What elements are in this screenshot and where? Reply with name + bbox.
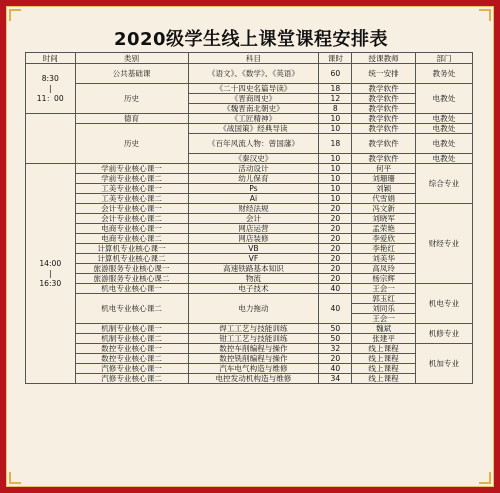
subject-cell: 《二十四史名篇导读》 [188,84,319,94]
table-row [26,124,473,134]
teacher-cell: 何平 [352,164,415,174]
hours-cell: 10 [319,124,352,134]
time-end: 16:30 [39,278,62,288]
teacher-cell: 代雪娟 [352,194,415,204]
time-separator: | [48,83,52,93]
corner-ornament [479,9,491,21]
subject-cell: 电力拖动 [188,294,319,324]
category-cell: 计算机专业核心课二 [75,254,188,264]
category-cell: 工美专业核心课一 [75,184,188,194]
department-cell: 综合专业 [415,164,472,204]
subject-cell: Ai [188,194,319,204]
table-row [26,274,473,284]
subject-cell: 电子技术 [188,284,319,294]
teacher-cell: 统一安排 [352,64,415,84]
department-cell: 教务处 [415,64,472,84]
subject-cell: 物流 [188,274,319,284]
table-row [26,84,473,94]
teacher-cell: 李艳红 [352,244,415,254]
department-cell: 机修专业 [415,324,472,344]
hours-cell: 20 [319,204,352,214]
department-cell: 电教处 [415,84,472,114]
teacher-cell: 刘晓军 [352,214,415,224]
header-department: 部门 [415,53,472,64]
department-cell: 机电专业 [415,284,472,324]
subject-cell: 钳工工艺与技能训练 [188,334,319,344]
department-cell: 财经专业 [415,204,472,284]
teacher-cell: 教学软件 [352,154,415,164]
teacher-cell: 线上课程 [352,364,415,374]
page-title: 2020级学生线上课堂课程安排表 [113,29,389,50]
category-cell: 机电专业核心课二 [75,294,188,324]
teacher-cell: 教学软件 [352,104,415,114]
subject-cell: 数控车削编程与操作 [188,344,319,354]
teacher-cell: 孟荣艳 [352,224,415,234]
hours-cell: 20 [319,254,352,264]
table-row [26,254,473,264]
hours-cell: 10 [319,154,352,164]
category-cell: 汽修专业核心课二 [75,374,188,384]
table-row [26,224,473,234]
corner-ornament [479,472,491,484]
subject-cell: VF [188,254,319,264]
table-row [26,114,473,124]
category-cell: 学前专业核心课二 [75,174,188,184]
teacher-cell: 教学软件 [352,124,415,134]
time-blank-cell [26,114,76,164]
category-cell: 计算机专业核心课一 [75,244,188,254]
hours-cell: 34 [319,374,352,384]
category-cell: 机制专业核心课一 [75,324,188,334]
category-cell: 公共基础课 [75,64,188,84]
hours-cell: 10 [319,194,352,204]
hours-cell: 20 [319,274,352,284]
hours-cell: 10 [319,164,352,174]
table-row [26,174,473,184]
table-row [26,364,473,374]
hours-cell: 10 [319,114,352,124]
subject-cell: 焊工工艺与技能训练 [188,324,319,334]
table-row [26,194,473,204]
subject-cell: 《魏晋南北朝史》 [188,104,319,114]
teacher-cell: 教学软件 [352,84,415,94]
category-cell: 工美专业核心课二 [75,194,188,204]
category-cell: 历史 [75,124,188,164]
time-afternoon-cell [26,164,76,384]
category-cell: 历史 [75,84,188,114]
corner-ornament [9,9,21,21]
category-cell: 会计专业核心课二 [75,214,188,224]
hours-cell: 18 [319,84,352,94]
table-row [26,294,473,304]
time-separator: | [48,268,52,278]
hours-cell: 10 [319,174,352,184]
category-cell: 会计专业核心课一 [75,204,188,214]
category-cell: 数控专业核心课一 [75,344,188,354]
subject-cell: 《工匠精神》 [188,114,319,124]
subject-cell: 《语文》、《数学》、《英语》 [188,64,319,84]
time-morning-cell [26,64,76,114]
time-start: 8:30 [41,73,59,83]
hours-cell: 50 [319,324,352,334]
hours-cell: 20 [319,244,352,254]
hours-cell: 40 [319,284,352,294]
subject-cell: 《秦汉史》 [188,154,319,164]
hours-cell: 20 [319,354,352,364]
subject-cell: 电控发动机构造与维修 [188,374,319,384]
category-cell: 德育 [75,114,188,124]
subject-cell: 《百年风流人物：曾国藩》 [188,134,319,154]
hours-cell: 8 [319,104,352,114]
subject-cell: VB [188,244,319,254]
category-cell: 数控专业核心课二 [75,354,188,364]
table-row [26,344,473,354]
table-row [26,234,473,244]
hours-cell: 10 [319,184,352,194]
header-hours: 课时 [319,53,352,64]
category-cell: 电商专业核心课二 [75,234,188,244]
subject-cell: 财经法规 [188,204,319,214]
teacher-cell: 刘同乐 [352,304,415,314]
teacher-cell: 刘颖 [352,184,415,194]
table-row [26,264,473,274]
hours-cell: 40 [319,364,352,374]
category-cell: 电商专业核心课一 [75,224,188,234]
table-row [26,334,473,344]
subject-cell: 会计 [188,214,319,224]
teacher-cell: 冯文新 [352,204,415,214]
teacher-cell: 线上课程 [352,374,415,384]
department-cell: 电教处 [415,154,472,164]
teacher-cell: 刘珊珊 [352,174,415,184]
table-row [26,244,473,254]
hours-cell: 60 [319,64,352,84]
subject-cell: 幼儿保育 [188,174,319,184]
category-cell: 汽修专业核心课一 [75,364,188,374]
time-start: 14:00 [39,258,62,268]
corner-ornament [9,472,21,484]
header-time: 时间 [26,53,76,64]
teacher-cell: 张建平 [352,334,415,344]
subject-cell: 《战国策》经典导读 [188,124,319,134]
subject-cell: 网店装修 [188,234,319,244]
hours-cell: 50 [319,334,352,344]
subject-cell: 高速铁路基本知识 [188,264,319,274]
teacher-cell: 王会一 [352,284,415,294]
teacher-cell: 刘美华 [352,254,415,264]
hours-cell: 20 [319,224,352,234]
department-cell: 电教处 [415,114,472,124]
time-end: 11：00 [36,93,64,103]
category-cell: 学前专业核心课一 [75,164,188,174]
schedule-table [25,52,473,384]
teacher-cell: 李爱欣 [352,234,415,244]
hours-cell: 18 [319,134,352,154]
teacher-cell: 教学软件 [352,94,415,104]
subject-cell: Ps [188,184,319,194]
hours-cell: 40 [319,294,352,324]
hours-cell: 32 [319,344,352,354]
category-cell: 机电专业核心课一 [75,284,188,294]
teacher-cell: 魏斌 [352,324,415,334]
department-cell: 机加专业 [415,344,472,384]
teacher-cell: 线上课程 [352,344,415,354]
teacher-cell: 郭玉红 [352,294,415,304]
hours-cell: 20 [319,234,352,244]
teacher-cell: 线上课程 [352,354,415,364]
teacher-cell: 杨宗辉 [352,274,415,284]
category-cell: 旅游服务专业核心课二 [75,274,188,284]
hours-cell: 20 [319,214,352,224]
table-row [26,284,473,294]
table-row [26,214,473,224]
department-cell: 电教处 [415,134,472,154]
header-category: 类别 [75,53,188,64]
table-row [26,64,473,84]
table-row [26,374,473,384]
teacher-cell: 教学软件 [352,114,415,124]
teacher-cell: 教学软件 [352,134,415,154]
category-cell: 旅游服务专业核心课一 [75,264,188,274]
hours-cell: 12 [319,94,352,104]
table-row [26,184,473,194]
department-cell: 电教处 [415,124,472,134]
subject-cell: 《晋商周史》 [188,94,319,104]
header-teacher: 授课教师 [352,53,415,64]
hours-cell: 20 [319,264,352,274]
teacher-cell: 高凤玲 [352,264,415,274]
teacher-cell: 王会一 [352,314,415,324]
table-row [26,204,473,214]
subject-cell: 数控铣削编程与操作 [188,354,319,364]
table-row [26,354,473,364]
subject-cell: 汽车电气构造与维修 [188,364,319,374]
table-header-row [26,53,473,64]
subject-cell: 活动设计 [188,164,319,174]
table-row [26,164,473,174]
table-row [26,324,473,334]
header-subject: 科目 [188,53,319,64]
subject-cell: 网店运营 [188,224,319,234]
category-cell: 机制专业核心课二 [75,334,188,344]
